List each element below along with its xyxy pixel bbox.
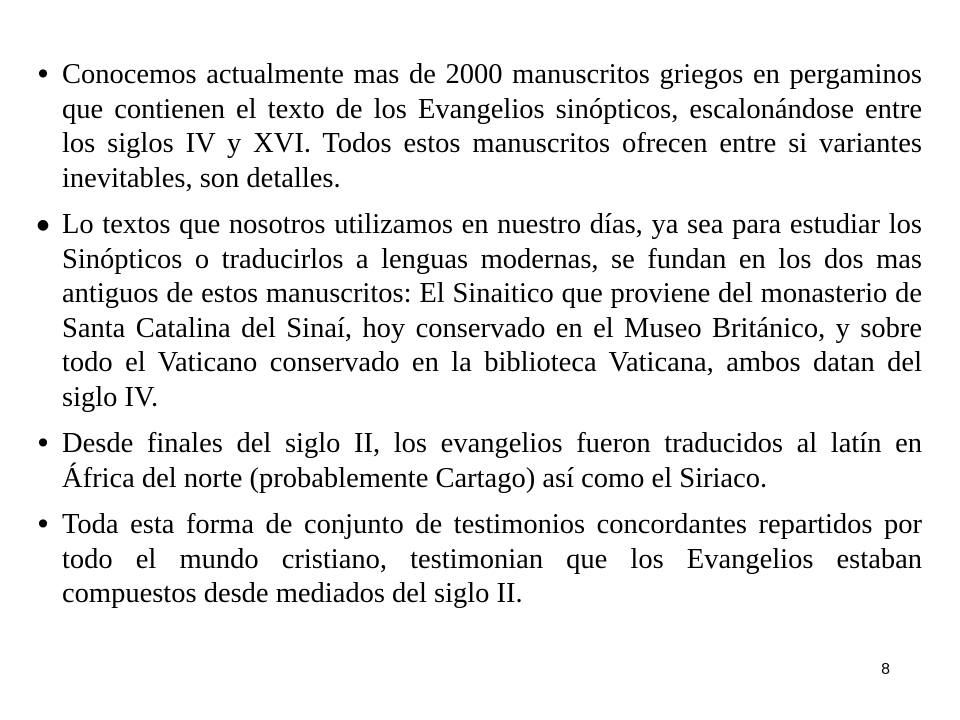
page-number: 8 — [881, 661, 890, 678]
bullet-item-1 — [24, 58, 922, 196]
bullet-item-2 — [24, 208, 922, 415]
bullet-marker: • — [34, 508, 52, 541]
bullet-marker: • — [34, 58, 52, 91]
bullet-text: Desde finales del siglo II, los evangelios fueron traducidos al latín en África del norte (probablemente Cartago) así como el Siriaco. — [62, 428, 922, 494]
bullet-text: Toda esta forma de conjunto de testimonios concordantes repartidos por todo el mundo cristiano, testimonian que los Evangelios estaban compuestos desde mediados del siglo II. — [62, 509, 922, 609]
bullet-item-3 — [24, 427, 922, 496]
bullet-text: Lo textos que nosotros utilizamos en nuestro días, ya sea para estudiar los Sinópticos o traducirlos a lenguas modernas, se fundan en los dos mas antiguos de estos manuscritos: El Sinaitico que proviene del monasterio de Santa Catalina del Sinaí, hoy conservado en el Museo Británico, y sobre todo el Vaticano conservado en la biblioteca Vaticana, ambos datan del siglo IV. — [62, 209, 922, 413]
bullet-marker: • — [34, 427, 52, 460]
bullet-item-4 — [24, 508, 922, 612]
bullet-list — [24, 58, 922, 624]
bullet-text: Conocemos actualmente mas de 2000 manuscritos griegos en pergaminos que contienen el texto de los Evangelios sinópticos, escalonándose entre los siglos IV y XVI. Todos estos manuscritos ofrecen entre si variantes inevitables, son detalles. — [62, 59, 922, 194]
bullet-marker: ● — [36, 217, 50, 233]
